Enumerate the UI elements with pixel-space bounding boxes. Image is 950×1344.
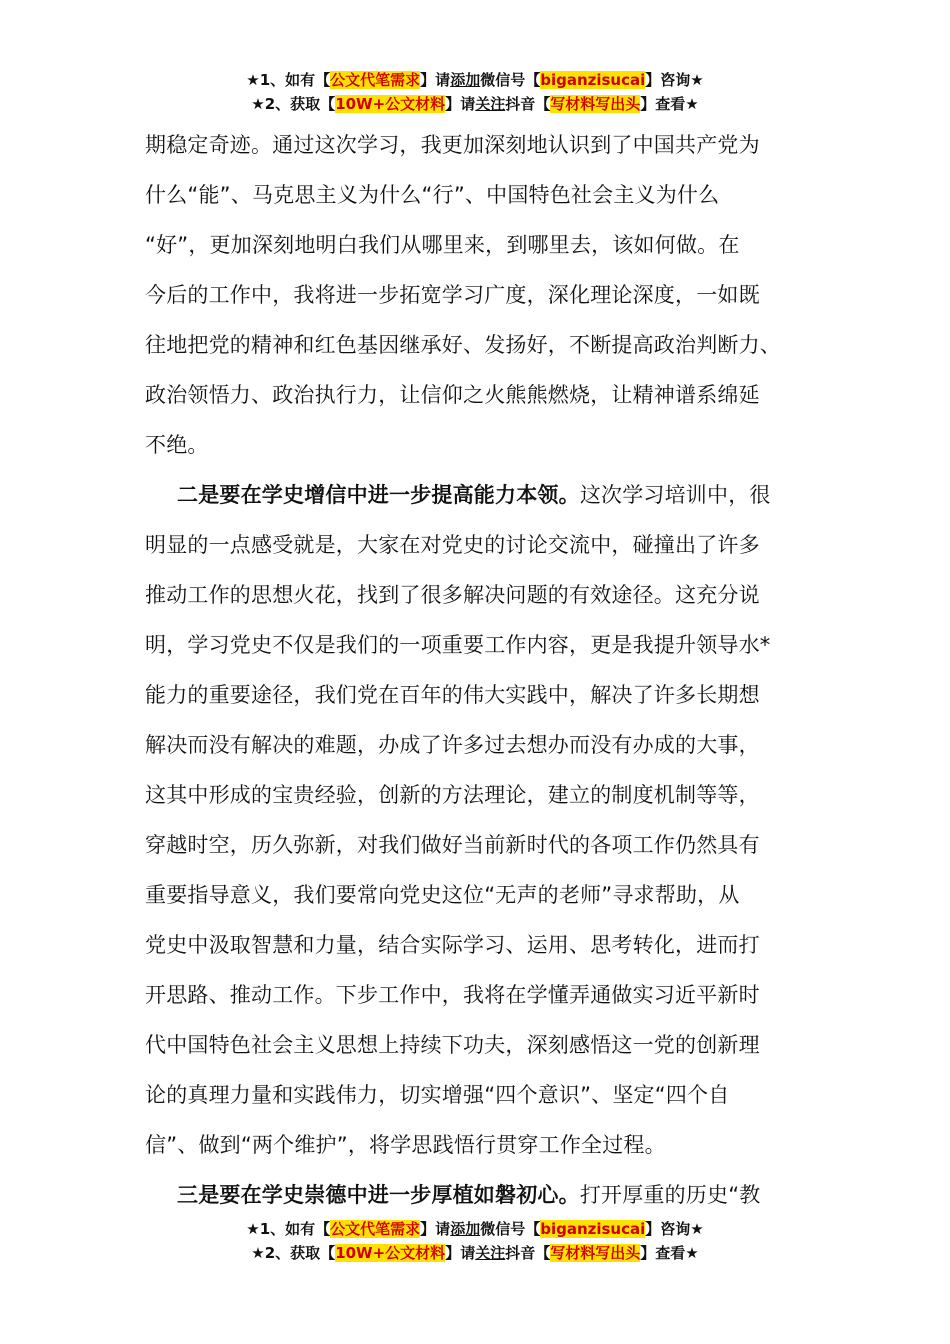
promo-text: 】查看★ xyxy=(640,95,699,113)
promo-text: 微信号【 xyxy=(480,71,541,89)
promo-highlight: biganzisucai xyxy=(540,1220,646,1238)
body-line: 今后的工作中，我将进一步拓宽学习广度，深化理论深度，一如既 xyxy=(145,283,760,307)
body-line: 往地把党的精神和红色基因继承好、发扬好，不断提高政治判断力、 xyxy=(145,333,781,357)
promo-text: 】请 xyxy=(445,1244,476,1262)
body-line: 党史中汲取智慧和力量，结合实际学习、运用、思考转化，进而打 xyxy=(145,933,760,957)
body-line: 明，学习党史不仅是我们的一项重要工作内容，更是我提升领导水* xyxy=(145,633,771,657)
promo-text: 微信号【 xyxy=(480,1220,541,1238)
promo-line-1 xyxy=(0,1217,950,1241)
promo-line-2 xyxy=(0,1241,950,1265)
promo-text: 】查看★ xyxy=(640,1244,699,1262)
body-text: 这次学习培训中，很 xyxy=(579,483,771,507)
body-line: 推动工作的思想火花，找到了很多解决问题的有效途径。这充分说 xyxy=(145,583,760,607)
promo-text: 抖音【 xyxy=(505,95,551,113)
body-line: 这其中形成的宝贵经验，创新的方法理论，建立的制度机制等等， xyxy=(145,783,760,807)
promo-text: 】请 xyxy=(420,71,451,89)
promo-underlined: 关注 xyxy=(475,1244,506,1262)
header-promo-banner xyxy=(0,68,950,116)
promo-text: 】咨询★ xyxy=(645,71,704,89)
promo-highlight: biganzisucai xyxy=(540,71,646,89)
promo-highlight: 公文代笔需求 xyxy=(330,71,421,89)
body-line: 代中国特色社会主义思想上持续下功夫，深刻感悟这一党的创新理 xyxy=(145,1033,760,1057)
promo-underlined: 添加 xyxy=(450,1220,481,1238)
body-line: “好”，更加深刻地明白我们从哪里来，到哪里去，该如何做。在 xyxy=(145,233,740,257)
promo-highlight: 写材料写出头 xyxy=(550,1244,641,1262)
promo-highlight: 公文代笔需求 xyxy=(330,1220,421,1238)
body-line: 什么“能”、马克思主义为什么“行”、中国特色社会主义为什么 xyxy=(145,183,720,207)
paragraph-2-first-line xyxy=(145,470,825,520)
body-line: 解决而没有解决的难题，办成了许多过去想办而没有办成的大事， xyxy=(145,733,760,757)
section-heading-3: 三是要在学史崇德中进一步厚植如磐初心。 xyxy=(177,1183,580,1207)
promo-text: 】咨询★ xyxy=(645,1220,704,1238)
promo-underlined: 添加 xyxy=(450,71,481,89)
promo-highlight: 10W+公文材料 xyxy=(335,95,446,113)
body-text: 打开厚重的历史“教 xyxy=(579,1183,761,1207)
promo-text: 】请 xyxy=(445,95,476,113)
paragraph-3-first-line xyxy=(145,1170,825,1220)
body-line: 能力的重要途径，我们党在百年的伟大实践中，解决了许多长期想 xyxy=(145,683,760,707)
body-line: 期稳定奇迹。通过这次学习，我更加深刻地认识到了中国共产党为 xyxy=(145,133,760,157)
body-line: 穿越时空，历久弥新，对我们做好当前新时代的各项工作仍然具有 xyxy=(145,833,760,857)
body-line: 开思路、推动工作。下步工作中，我将在学懂弄通做实习近平新时 xyxy=(145,983,760,1007)
body-line: 政治领悟力、政治执行力，让信仰之火熊熊燃烧，让精神谱系绵延 xyxy=(145,383,760,407)
body-line: 论的真理力量和实践伟力，切实增强“四个意识”、坚定“四个自 xyxy=(145,1083,730,1107)
promo-highlight: 写材料写出头 xyxy=(550,95,641,113)
promo-text: 】请 xyxy=(420,1220,451,1238)
promo-line-2 xyxy=(0,92,950,116)
promo-text: ★1、如有【 xyxy=(246,71,331,89)
promo-underlined: 关注 xyxy=(475,95,506,113)
promo-text: ★1、如有【 xyxy=(246,1220,331,1238)
promo-highlight: 10W+公文材料 xyxy=(335,1244,446,1262)
document-body xyxy=(145,120,825,1220)
body-line: 明显的一点感受就是，大家在对党史的讨论交流中，碰撞出了许多 xyxy=(145,533,760,557)
promo-text: ★2、获取【 xyxy=(251,95,336,113)
footer-promo-banner xyxy=(0,1217,950,1265)
body-line: 重要指导意义，我们要常向党史这位“无声的老师”寻求帮助，从 xyxy=(145,883,740,907)
body-line: 不绝。 xyxy=(145,433,209,457)
body-line: 信”、做到“两个维护”，将学思践悟行贯穿工作全过程。 xyxy=(145,1133,666,1157)
promo-text: ★2、获取【 xyxy=(251,1244,336,1262)
promo-line-1 xyxy=(0,68,950,92)
section-heading-2: 二是要在学史增信中进一步提高能力本领。 xyxy=(177,483,580,507)
promo-text: 抖音【 xyxy=(505,1244,551,1262)
